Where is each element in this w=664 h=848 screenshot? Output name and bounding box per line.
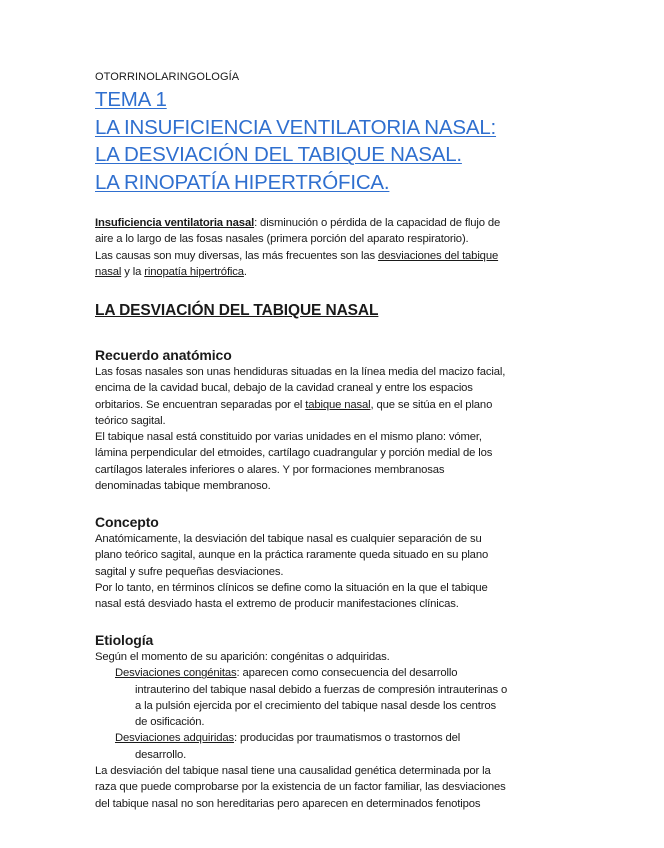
etiology-line: : aparecen como consecuencia del desarrollo	[236, 667, 458, 680]
etiology-paragraph	[95, 649, 605, 812]
etiology-heading: Etiología	[95, 632, 154, 648]
anatomy-paragraph	[95, 364, 605, 494]
anatomy-line: Las fosas nasales son unas hendiduras situadas en la línea media del macizo facial,	[95, 366, 506, 378]
anatomy-heading: Recuerdo anatómico	[95, 347, 232, 363]
title-line: LA RINOPATÍA HIPERTRÓFICA.	[95, 170, 390, 194]
anatomy-line: denominadas tabique membranoso.	[95, 480, 271, 493]
intro-text: y la	[121, 265, 145, 278]
document-title	[95, 86, 496, 196]
subject-label: OTORRINOLARINGOLOGÍA	[95, 71, 240, 83]
etiology-line: de osificación.	[135, 716, 205, 729]
concept-paragraph	[95, 531, 605, 612]
title-line: TEMA 1	[95, 88, 167, 111]
concept-heading: Concepto	[95, 514, 159, 530]
intro-text: .	[243, 265, 247, 278]
link-rinopatia: rinopatía hipertrófica	[144, 265, 244, 278]
anatomy-line: lámina perpendicular del etmoides, cartílago cuadrangular y porción medial de los	[95, 447, 493, 460]
anatomy-line: teórico sagital.	[95, 414, 166, 427]
etiology-line: La desviación del tabique nasal tiene una causalidad genética determinada por la	[95, 765, 491, 778]
intro-paragraph	[95, 215, 605, 280]
intro-text: aire a lo largo de las fosas nasales (primera porción del aparato respiratorio).	[95, 233, 469, 246]
intro-text: : disminución o pérdida de la capacidad de flujo de	[254, 217, 501, 229]
anatomy-line: encima de la cavidad bucal, debajo de la cavidad craneal y entre los espacios	[95, 382, 473, 395]
etiology-line: intrauterino del tabique nasal debido a fuerzas de compresión intrauterinas o	[135, 683, 508, 696]
acquired-label: Desviaciones adquiridas	[115, 732, 235, 745]
anatomy-line: orbitarios. Se encuentran separadas por el	[95, 398, 306, 411]
title-line: LA DESVIACIÓN DEL TABIQUE NASAL.	[95, 143, 462, 166]
intro-text: Las causas son muy diversas, las más frecuentes son las	[95, 249, 378, 262]
anatomy-line: El tabique nasal está constituido por varias unidades en el mismo plano: vómer,	[95, 431, 482, 444]
concept-line: plano teórico sagital, aunque en la práctica raramente queda situado en su plano	[95, 549, 489, 562]
link-desviaciones-cont: nasal	[95, 265, 122, 278]
anatomy-line: cartílagos laterales inferiores o alares. Y por formaciones membranosas	[95, 463, 445, 476]
link-tabique-nasal: tabique nasal	[305, 398, 371, 411]
concept-line: sagital y sufre pequeñas desviaciones.	[95, 565, 284, 578]
etiology-line: a la pulsión ejercida por el crecimiento del tabique nasal desde los centros	[135, 699, 496, 712]
intro-term: Insuficiencia ventilatoria nasal	[95, 217, 255, 229]
concept-line: Por lo tanto, en términos clínicos se define como la situación en la que el tabique	[95, 581, 488, 594]
congenital-label: Desviaciones congénitas	[115, 667, 237, 680]
concept-line: Anatómicamente, la desviación del tabique nasal es cualquier separación de su	[95, 533, 482, 545]
concept-line: nasal está desviado hasta el extremo de producir manifestaciones clínicas.	[95, 598, 459, 611]
link-desviaciones: desviaciones del tabique	[377, 249, 499, 262]
etiology-line: raza que puede comprobarse por la existencia de un factor familiar, las desviaciones	[95, 781, 506, 794]
section-heading: LA DESVIACIÓN DEL TABIQUE NASAL	[95, 302, 379, 319]
title-line: LA INSUFICIENCIA VENTILATORIA NASAL:	[95, 115, 497, 139]
etiology-line: del tabique nasal no son hereditarias pero aparecen en determinados fenotipos	[95, 797, 481, 810]
anatomy-line: , que se sitúa en el plano	[370, 398, 493, 411]
etiology-line: Según el momento de su aparición: congénitas o adquiridas.	[95, 651, 390, 663]
etiology-line: : producidas por traumatismos o trastornos del	[234, 732, 461, 745]
etiology-line: desarrollo.	[135, 748, 187, 761]
